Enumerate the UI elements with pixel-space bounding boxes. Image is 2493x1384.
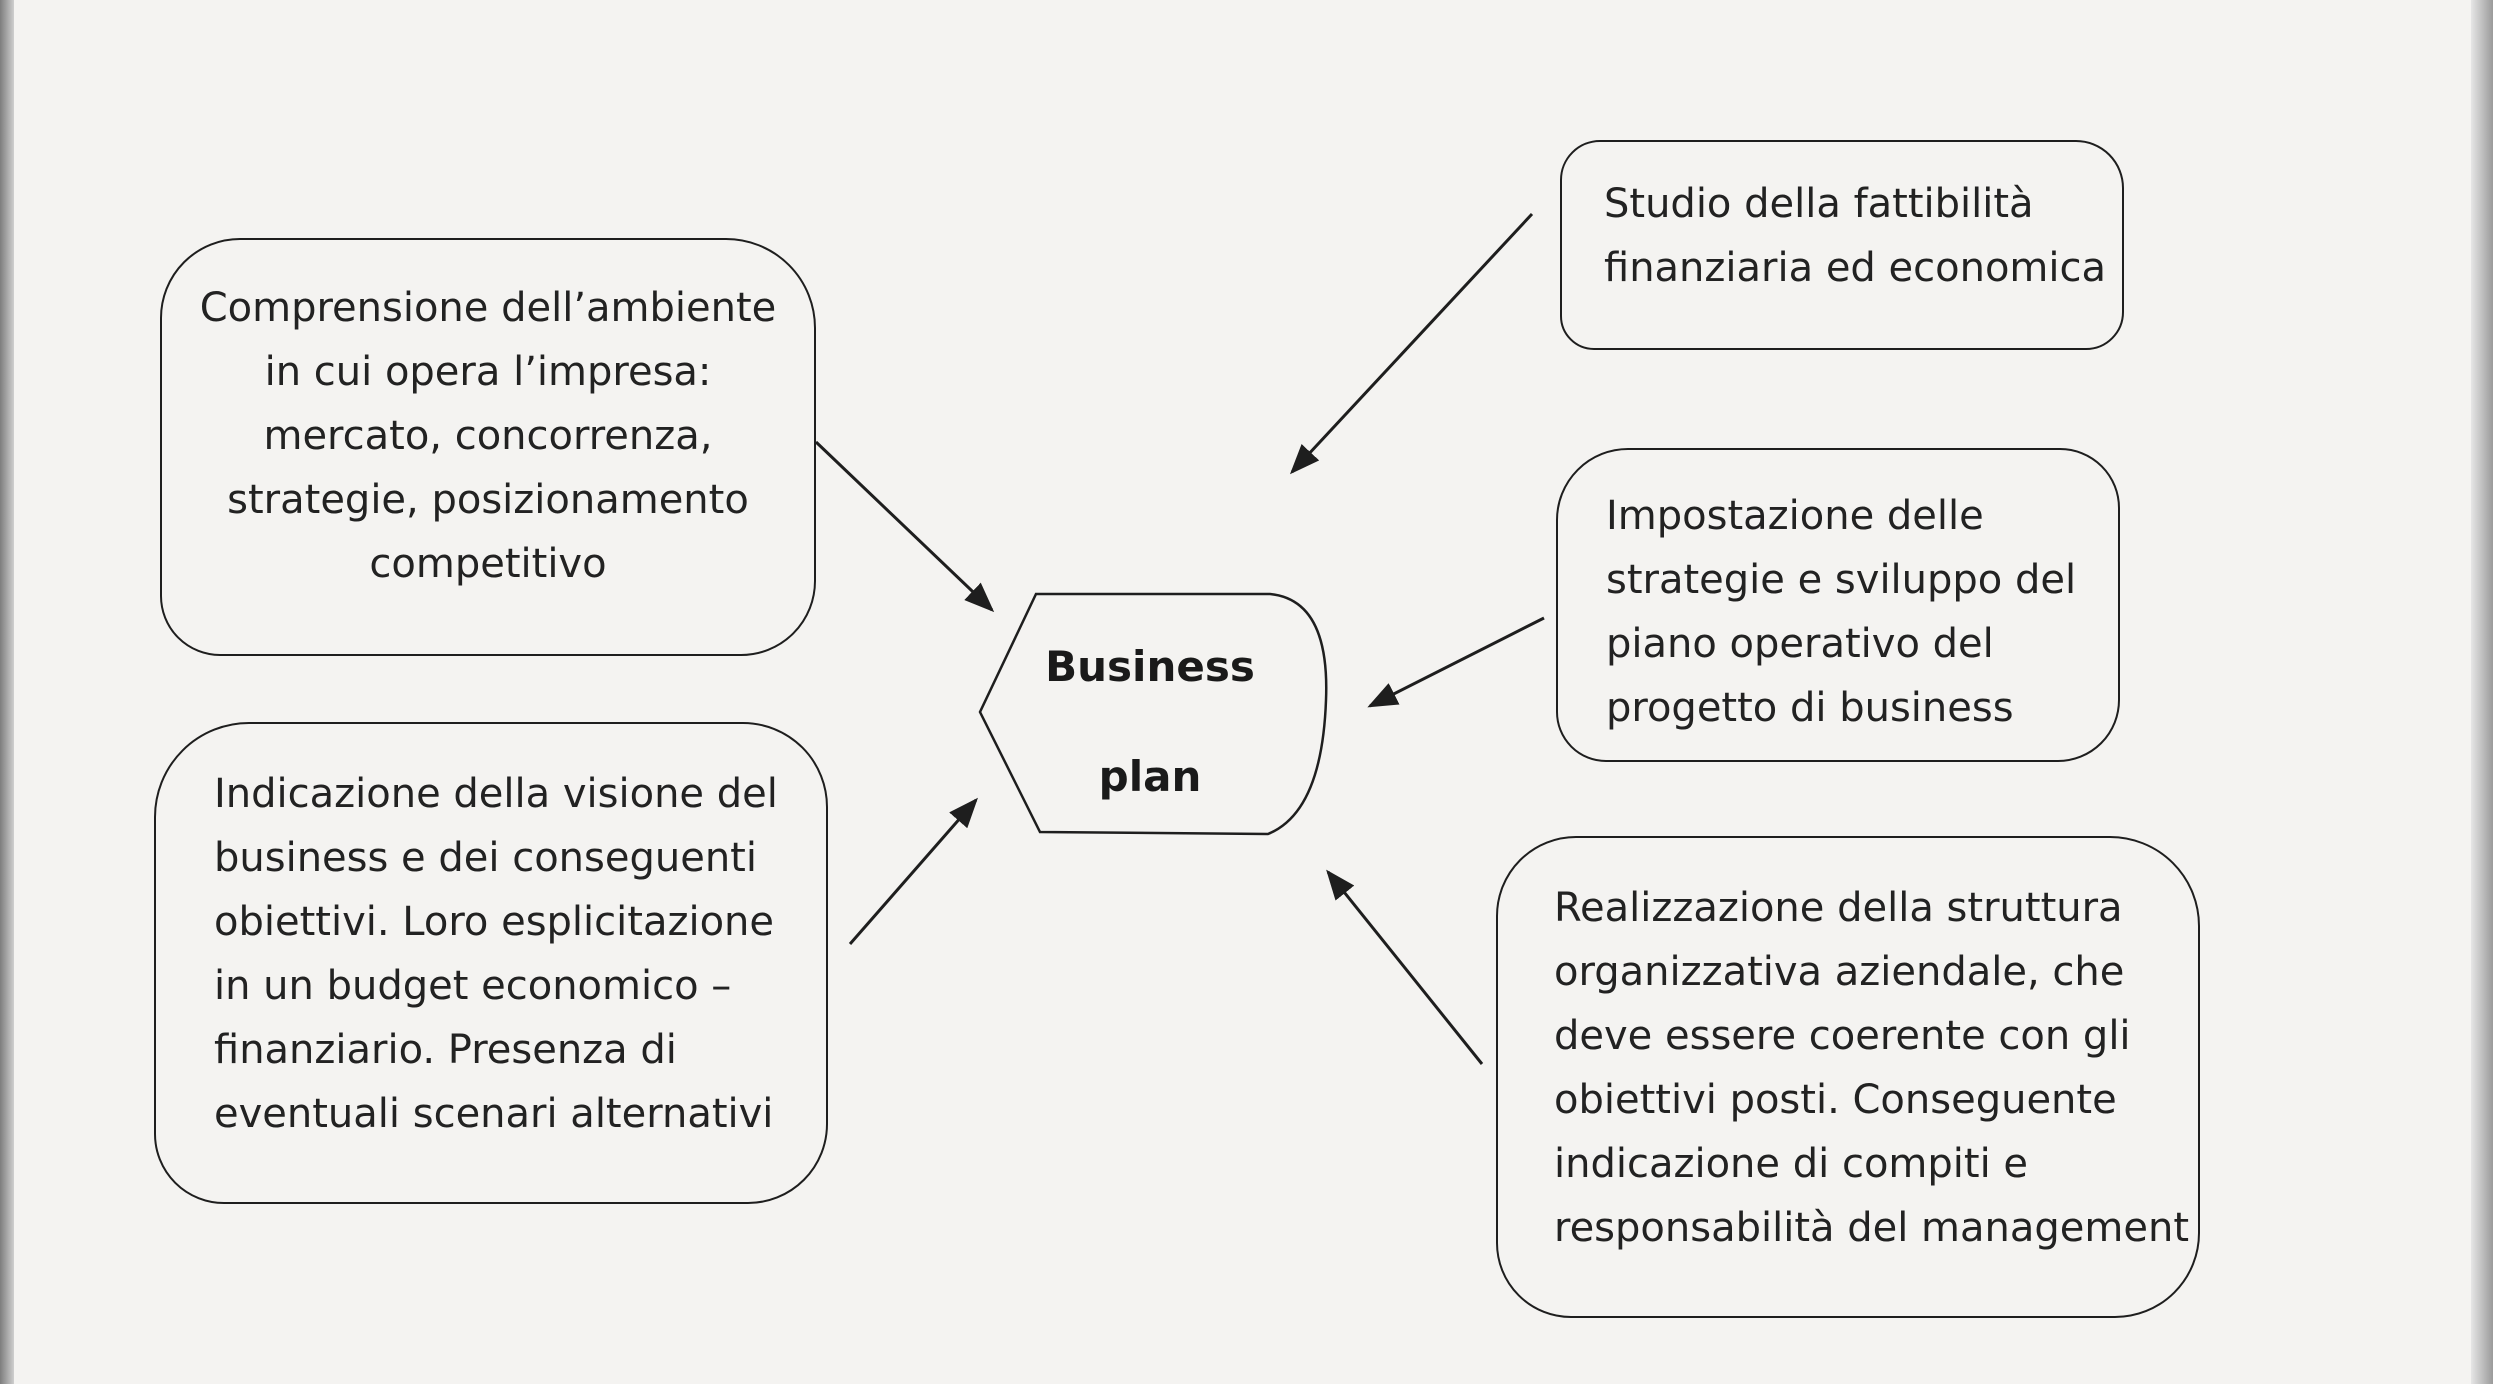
box-line: obiettivi posti. Conseguente bbox=[1554, 1077, 2117, 1123]
arrow-from-top-left bbox=[816, 442, 992, 610]
box-line: in un budget economico – bbox=[214, 963, 732, 1009]
box-line: responsabilità del management bbox=[1554, 1205, 2189, 1251]
center-label-line-2: plan bbox=[1098, 752, 1202, 801]
business-vision-box bbox=[154, 722, 828, 1204]
environment-analysis-box bbox=[160, 238, 816, 656]
box-line: Impostazione delle bbox=[1606, 493, 1984, 539]
arrow-from-mid-right bbox=[1370, 618, 1544, 706]
box-line: Studio della fattibilità bbox=[1604, 181, 2034, 227]
box-line: Comprensione dell’ambiente bbox=[199, 285, 777, 331]
box-line: finanziaria ed economica bbox=[1604, 245, 2107, 291]
box-line: indicazione di compiti e bbox=[1554, 1141, 2029, 1187]
arrow-from-bottom-right bbox=[1328, 872, 1482, 1064]
arrow-from-top-right bbox=[1292, 214, 1532, 472]
center-label-line-1: Business bbox=[1045, 642, 1255, 691]
box-line: progetto di business bbox=[1606, 685, 2014, 731]
organization-structure-box bbox=[1496, 836, 2200, 1318]
box-line: competitivo bbox=[369, 541, 607, 587]
box-line: finanziario. Presenza di bbox=[214, 1027, 677, 1073]
box-line: piano operativo del bbox=[1606, 621, 1994, 667]
box-line: mercato, concorrenza, bbox=[263, 413, 713, 459]
strategy-planning-box bbox=[1556, 448, 2120, 762]
feasibility-study-box bbox=[1560, 140, 2124, 350]
box-line: deve essere coerente con gli bbox=[1554, 1013, 2131, 1059]
box-line: Realizzazione della struttura bbox=[1554, 885, 2123, 931]
box-line: eventuali scenari alternativi bbox=[214, 1091, 774, 1137]
box-line: business e dei conseguenti bbox=[214, 835, 757, 881]
box-line: obiettivi. Loro esplicitazione bbox=[214, 899, 774, 945]
box-line: strategie e sviluppo del bbox=[1606, 557, 2077, 603]
box-line: in cui opera l’impresa: bbox=[264, 349, 712, 395]
business-plan-label bbox=[1000, 612, 1300, 832]
box-line: organizzativa aziendale, che bbox=[1554, 949, 2125, 995]
box-line: Indicazione della visione del bbox=[214, 771, 778, 817]
arrow-from-bottom-left bbox=[850, 800, 976, 944]
box-line: strategie, posizionamento bbox=[227, 477, 749, 523]
